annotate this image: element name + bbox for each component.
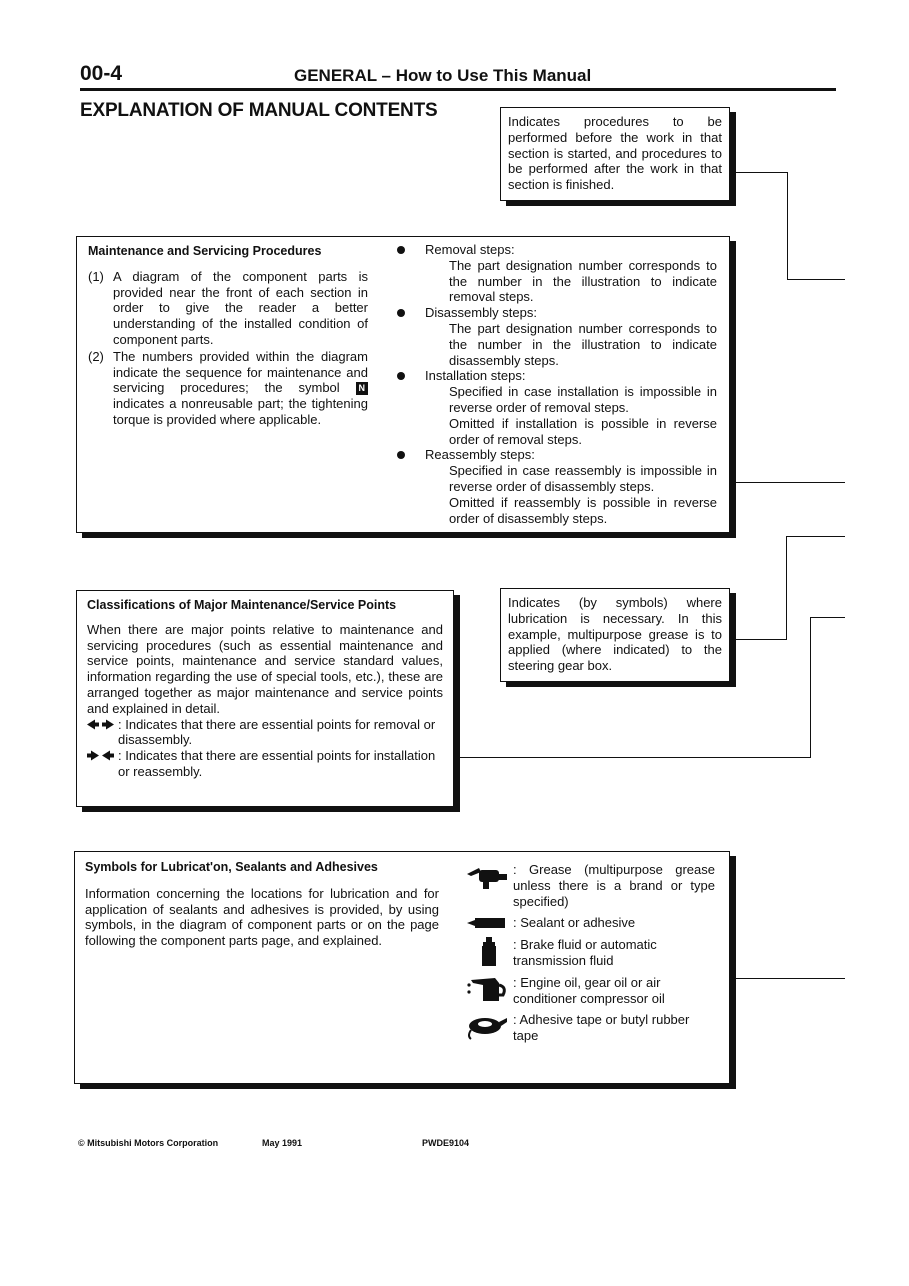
step-description: Specified in case installation is impossible in reverse order of removal steps.: [449, 384, 717, 415]
classification-point-installation: [87, 748, 443, 780]
connector-line: [736, 482, 845, 483]
symbols-title: Symbols for Lubricat'on, Sealants and Adhesives: [85, 860, 378, 874]
bullet-icon: [397, 451, 405, 459]
step-description: The part designation number corresponds to the number in the illustration to indicate disassembly steps.: [449, 320, 717, 368]
header-rule: [80, 88, 836, 91]
symbols-list: [465, 862, 715, 1044]
connector-line: [810, 617, 811, 757]
callout-lubrication-text: Indicates (by symbols) where lubrication is necessary. In this example, multipurpose grease is to applied (where indicated) to the steering gear box.: [508, 595, 722, 674]
footer-date: May 1991: [262, 1138, 303, 1148]
step-description: The part designation number corresponds to the number in the illustration to indicate removal steps.: [449, 257, 717, 305]
connector-line: [736, 978, 845, 979]
step-item: [399, 242, 717, 305]
maintenance-item-1-number: (1): [88, 268, 104, 284]
symbol-grease: [465, 862, 715, 909]
maintenance-item-2-text-before: The numbers provided within the diagram indicate the sequence for maintenance and servicing procedures; the symbol: [113, 348, 368, 396]
grease-gun-icon: [465, 862, 509, 892]
connector-line: [786, 536, 845, 537]
connector-line: [786, 536, 787, 640]
connector-line: [736, 172, 788, 173]
main-title: EXPLANATION OF MANUAL CONTENTS: [80, 100, 438, 121]
step-item: [399, 447, 717, 526]
bullet-icon: [397, 246, 405, 254]
step-description: Omitted if installation is possible in reverse order of removal steps.: [449, 415, 717, 447]
symbol-tape-text: : Adhesive tape or butyl rubber tape: [513, 1012, 690, 1044]
maintenance-procedures-box: [76, 236, 730, 533]
callout-lubrication: [500, 588, 730, 682]
bullet-icon: [397, 372, 405, 380]
page-number: 00-4: [80, 62, 123, 85]
symbols-body: Information concerning the locations for lubrication and for application of sealants and adhesives is provided, by using symbols, in the diagram of component parts or on the page following the component parts page, and explained.: [85, 885, 439, 949]
maintenance-item-2-text-after: indicates a nonreusable part; the tightening torque is provided where applicable.: [113, 396, 368, 427]
connector-line: [736, 639, 787, 640]
classifications-title: Classifications of Major Maintenance/Service Points: [87, 598, 397, 612]
maintenance-left-column: [88, 244, 368, 428]
maintenance-item-1: [88, 269, 368, 348]
symbol-brake-fluid: [465, 937, 715, 969]
section-title: GENERAL – How to Use This Manual: [294, 66, 592, 85]
maintenance-steps-column: [399, 242, 717, 526]
steps-list: [399, 242, 717, 526]
step-label: Removal steps:: [425, 242, 515, 257]
step-label: Reassembly steps:: [425, 447, 535, 463]
maintenance-item-2-text: [113, 349, 368, 428]
maintenance-title: Maintenance and Servicing Procedures: [88, 244, 322, 258]
classification-point-installation-text: : Indicates that there are essential points for installation or reassembly.: [118, 748, 436, 779]
footer-code: PWDE9104: [422, 1138, 470, 1148]
nonreusable-symbol: N: [356, 382, 369, 395]
step-label: Installation steps:: [425, 368, 526, 384]
classification-point-removal-text: : Indicates that there are essential points for removal or disassembly.: [118, 716, 436, 748]
bullet-icon: [397, 309, 405, 317]
symbol-brake-fluid-text: : Brake fluid or automatic transmission fluid: [513, 937, 657, 968]
callout-before-after-work: [500, 107, 730, 201]
step-item: [399, 305, 717, 368]
callout-before-after-text: Indicates procedures to be performed before the work in that section is started, and procedures to be performed after the work in that section is finished.: [508, 114, 722, 193]
classifications-body: When there are major points relative to maintenance and servicing procedures (such as essential maintenance and service points, maintenance and service standard values, information regarding the use of special tools, etc.), these are arranged together as major maintenance and service points and explained in detail.: [87, 621, 443, 716]
step-item: [399, 368, 717, 447]
step-description: Omitted if reassembly is possible in reverse order of disassembly steps.: [449, 494, 717, 526]
classification-point-removal: [87, 717, 443, 749]
symbol-oil-text: : Engine oil, gear oil or air conditioner compressor oil: [513, 974, 665, 1006]
removal-arrows-icon: [87, 719, 117, 730]
symbol-sealant: [465, 915, 715, 931]
maintenance-item-2-number: (2): [88, 348, 104, 364]
installation-arrows-icon: [87, 750, 117, 761]
symbol-tape: [465, 1012, 715, 1044]
brake-fluid-bottle-icon: [465, 937, 509, 967]
connector-line: [787, 279, 845, 280]
maintenance-item-2: [88, 349, 368, 428]
connector-line: [787, 172, 788, 280]
symbols-box: [74, 851, 730, 1084]
oil-can-icon: [465, 975, 509, 1005]
connector-line: [810, 617, 845, 618]
maintenance-item-1-text: A diagram of the component parts is provided near the front of each section in order to give the reader a better understanding of the installed condition of component parts.: [113, 268, 368, 347]
classifications-box: [76, 590, 454, 807]
symbol-grease-text: : Grease (multipurpose grease unless there is a brand or type specified): [513, 862, 715, 909]
footer-copyright: © Mitsubishi Motors Corporation: [78, 1138, 219, 1148]
connector-line: [458, 757, 811, 758]
step-label: Disassembly steps:: [425, 305, 537, 321]
step-description: Specified in case reassembly is impossible in reverse order of disassembly steps.: [449, 463, 717, 494]
symbol-oil: [465, 975, 715, 1007]
symbol-sealant-text: : Sealant or adhesive: [513, 915, 636, 931]
tape-roll-icon: [465, 1012, 509, 1042]
symbols-left-column: [85, 860, 439, 949]
